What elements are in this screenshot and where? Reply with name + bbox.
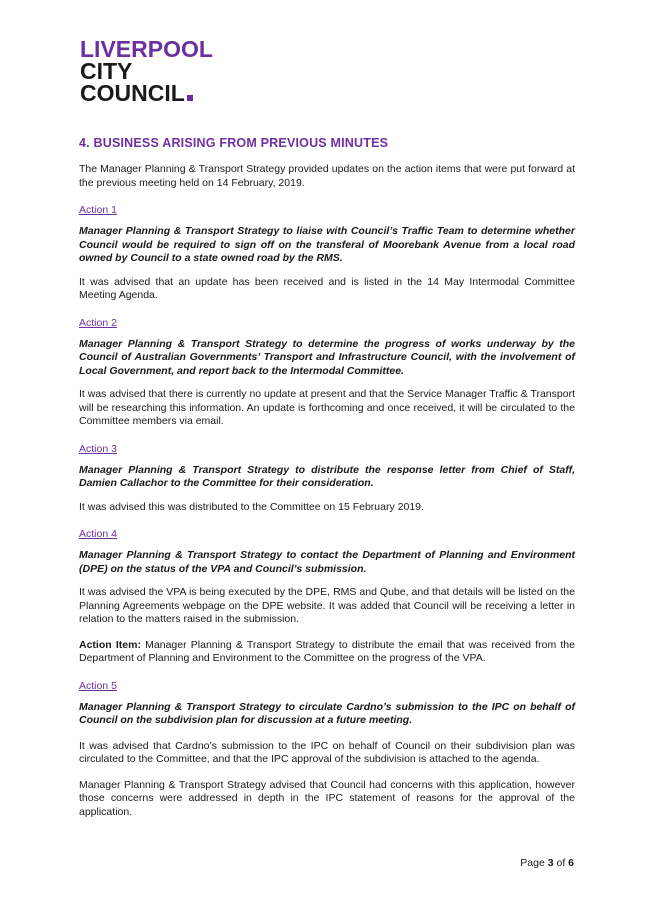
action-2-task: Manager Planning & Transport Strategy to determine the progress of works underway by the Council of Australian Governments’ Transport and Infrastructure Council, with the involvement of Local Government, and report back to the Intermodal Committee. (79, 337, 575, 377)
action-1-title: Action 1 (79, 204, 117, 216)
action-2-update: It was advised that there is currently no update at present and that the Service Manager Traffic & Transport will be researching this information. An update is forthcoming and once received, it will be circulated to the Committee members via email. (79, 388, 575, 427)
action-3-title: Action 3 (79, 442, 117, 455)
action-5-task: Manager Planning & Transport Strategy to circulate Cardno’s submission to the IPC on behalf of Council on the subdivision plan for discussion at a future meeting. (79, 700, 575, 726)
document-body (79, 136, 575, 829)
action-4-title: Action 4 (79, 528, 117, 540)
section-heading: 4. BUSINESS ARISING FROM PREVIOUS MINUTES (79, 136, 389, 150)
action-4-task: Manager Planning & Transport Strategy to contact the Department of Planning and Environment (DPE) on the status of the VPA and Council’s submission. (79, 549, 575, 575)
action-4-update: It was advised the VPA is being executed by the DPE, RMS and Qube, and that details will be listed on the Planning Agreements webpage on the DPE website. It was added that Council will be receiving a letter in relation to the matters raised in the submission. (79, 586, 575, 625)
action-4-action-item (79, 639, 575, 666)
action-2-title: Action 2 (79, 316, 117, 329)
page-total: 6 (568, 857, 574, 869)
action-item-text: Manager Planning & Transport Strategy to distribute the email that was received from the Department of Planning and Environment to the Committee on the progress of the VPA. (79, 638, 575, 664)
action-item-label: Action Item: (79, 638, 141, 651)
action-5-title: Action 5 (79, 679, 117, 692)
action-5-update-2: Manager Planning & Transport Strategy advised that Council had concerns with this application, however those concerns were addressed in depth in the IPC statement of reasons for the approval of the application. (79, 778, 575, 818)
page-prefix: Page (520, 857, 548, 869)
logo-line-1: LIVERPOOL (80, 36, 213, 62)
page-current: 3 (547, 857, 554, 869)
logo-line-3 (80, 82, 230, 104)
action-5-update: It was advised that Cardno’s submission to the IPC on behalf of Council on their subdivision plan was circulated to the Committee, and that the IPC approval of the subdivision is attached to the agenda. (79, 739, 575, 765)
action-3-update: It was advised this was distributed to the Committee on 15 February 2019. (79, 500, 424, 513)
action-1-update: It was advised that an update has been received and is listed in the 14 May Intermodal Committee Meeting Agenda. (79, 275, 575, 301)
page-number (520, 857, 574, 869)
logo-line-3-text: COUNCIL (80, 80, 185, 106)
council-logo (80, 38, 230, 104)
page-of: of (553, 857, 569, 869)
action-1-task: Manager Planning & Transport Strategy to liaise with Council’s Traffic Team to determine whether Council would be required to sign off on the transferal of Moorebank Avenue from a local road owned by Council to a state owned road by the RMS. (79, 225, 575, 264)
action-3-task: Manager Planning & Transport Strategy to distribute the response letter from Chief of Staff, Damien Callachor to the Committee for their consideration. (79, 463, 575, 489)
logo-dot-icon (187, 95, 193, 101)
intro-paragraph: The Manager Planning & Transport Strategy provided updates on the action items that were put forward at the previous meeting held on 14 February, 2019. (79, 163, 575, 189)
logo-line-2: CITY (80, 58, 133, 84)
